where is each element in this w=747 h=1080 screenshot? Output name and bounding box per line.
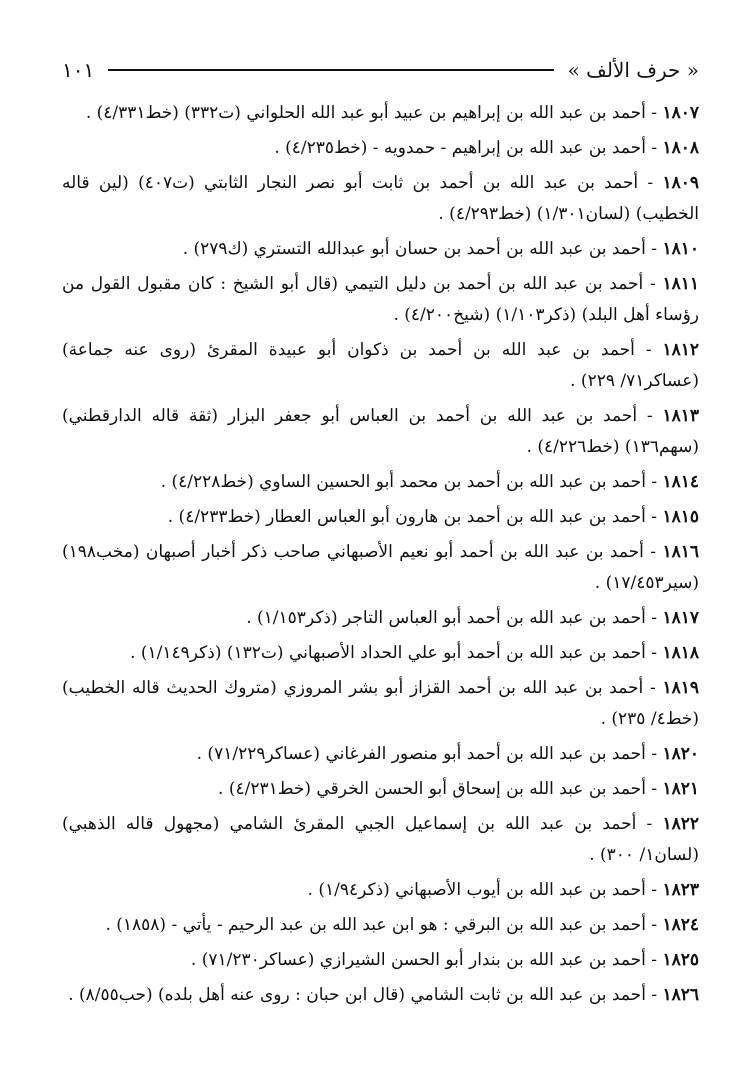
- entry-number: ١٨١٧: [662, 608, 699, 628]
- list-item: [62, 98, 699, 129]
- entry-number: ١٨١١: [662, 274, 699, 294]
- entry-number: ١٨١٢: [662, 340, 699, 360]
- entry-text: - أحمد بن عبد الله بن إسماعيل الجبي المقرئ الشامي (مجهول قاله الذهبي) (لسان١/ ٣٠٠) .: [62, 814, 699, 865]
- entry-text: - أحمد بن عبد الله بن أحمد القزاز أبو بشر المروزي (متروك الحديث قاله الخطيب) (خط٤/ ٢٣٥) .: [62, 678, 699, 729]
- page-header: [62, 54, 699, 86]
- entry-list: [62, 98, 699, 1015]
- entry-number: ١٨٢٢: [662, 814, 699, 834]
- list-item: [62, 673, 699, 735]
- list-item: [62, 335, 699, 397]
- list-item: [62, 809, 699, 871]
- entry-text: - أحمد بن عبد الله بن ثابت الشامي (قال ابن حبان : روى عنه أهل بلده) (حب٨/٥٥) .: [68, 985, 663, 1005]
- entry-text: - أحمد بن عبد الله بن أيوب الأصبهاني (ذكر١/٩٤) .: [307, 880, 663, 900]
- entry-number: ١٨٢٥: [662, 950, 699, 970]
- list-item: [62, 168, 699, 230]
- entry-text: - أحمد بن عبد الله بن أحمد بن ذكوان أبو عبيدة المقرئ (روى عنه جماعة) (عساكر٧١/ ٢٢٩) .: [62, 340, 699, 391]
- entry-text: - أحمد بن عبد الله بن البرقي : هو ابن عبد الله بن عبد الرحيم - يأتي - (١٨٥٨) .: [105, 915, 663, 935]
- entry-text: - أحمد بن عبد الله بن إسحاق أبو الحسن الخرقي (خط٤/٢٣١) .: [218, 779, 663, 799]
- header-rule: [108, 69, 553, 71]
- entry-number: ١٨٠٩: [662, 173, 699, 193]
- list-item: [62, 774, 699, 805]
- entry-number: ١٨١٥: [662, 507, 699, 527]
- entry-text: - أحمد بن عبد الله بن أحمد بن محمد أبو الحسين الساوي (خط٤/٢٢٨) .: [160, 472, 663, 492]
- entry-number: ١٨١٩: [662, 678, 699, 698]
- list-item: [62, 502, 699, 533]
- entry-text: - أحمد بن عبد الله بن أحمد أبو علي الحداد الأصبهاني (ت١٣٢) (ذكر١/١٤٩) .: [130, 643, 663, 663]
- entry-number: ١٨١٠: [662, 239, 699, 259]
- entry-text: - أحمد بن عبد الله بن بندار أبو الحسن الشيرازي (عساكر٧١/٢٣٠) .: [190, 950, 663, 970]
- list-item: [62, 603, 699, 634]
- list-item: [62, 638, 699, 669]
- entry-text: - أحمد بن عبد الله بن أحمد بن هارون أبو العباس العطار (خط٤/٢٣٣) .: [167, 507, 663, 527]
- entry-number: ١٨٢٤: [662, 915, 699, 935]
- list-item: [62, 467, 699, 498]
- entry-text: - أحمد بن عبد الله بن أحمد بن العباس أبو جعفر البزار (ثقة قاله الدارقطني) (سهم١٣٦) (خط٤/٢٢٦) .: [62, 406, 699, 457]
- entry-text: - أحمد بن عبد الله بن أحمد أبو منصور الفرغاني (عساكر٧١/٢٢٩) .: [196, 744, 663, 764]
- entry-number: ١٨١٨: [662, 643, 699, 663]
- entry-number: ١٨٢٦: [662, 985, 699, 1005]
- entry-text: - أحمد بن عبد الله بن أحمد بن دليل التيمي (قال أبو الشيخ : كان مقبول القول من رؤساء أهل البلد) (ذكر١/١٠٣) (شيخ٤/٢٠٠) .: [62, 274, 699, 325]
- list-item: [62, 739, 699, 770]
- list-item: [62, 401, 699, 463]
- entry-number: ١٨٢٣: [662, 880, 699, 900]
- list-item: [62, 875, 699, 906]
- entry-text: - أحمد بن عبد الله بن إبراهيم بن عبيد أبو عبد الله الحلواني (ت٣٣٢) (خط٤/٣٣١) .: [85, 103, 663, 123]
- chapter-title: « حرف الألف »: [567, 58, 699, 82]
- page-number: ١٠١: [62, 58, 95, 82]
- list-item: [62, 945, 699, 976]
- list-item: [62, 133, 699, 164]
- entry-text: - أحمد بن عبد الله بن أحمد بن حسان أبو عبدالله التستري (ك٢٧٩) .: [182, 239, 663, 259]
- entry-number: ١٨١٤: [662, 472, 699, 492]
- list-item: [62, 537, 699, 599]
- list-item: [62, 269, 699, 331]
- entry-text: - أحمد بن عبد الله بن إبراهيم - حمدويه - (خط٤/٢٣٥) .: [274, 138, 663, 158]
- entry-number: ١٨١٦: [662, 542, 699, 562]
- entry-number: ١٨٠٧: [662, 103, 699, 123]
- entry-text: - أحمد بن عبد الله بن أحمد أبو نعيم الأصبهاني صاحب ذكر أخبار أصبهان (مخب١٩٨) (سير١٧/٤٥٣) .: [62, 542, 699, 593]
- list-item: [62, 234, 699, 265]
- entry-text: - أحمد بن عبد الله بن أحمد أبو العباس التاجر (ذكر١/١٥٣) .: [246, 608, 663, 628]
- list-item: [62, 980, 699, 1011]
- entry-number: ١٨٢٠: [662, 744, 699, 764]
- entry-number: ١٨١٣: [662, 406, 699, 426]
- entry-text: - أحمد بن عبد الله بن أحمد بن ثابت أبو نصر النجار الثابتي (ت٤٠٧) (لين قاله الخطيب) (لسان١/٣٠١) (خط٤/٢٩٣) .: [62, 173, 699, 224]
- list-item: [62, 910, 699, 941]
- entry-number: ١٨٠٨: [662, 138, 699, 158]
- entry-number: ١٨٢١: [662, 779, 699, 799]
